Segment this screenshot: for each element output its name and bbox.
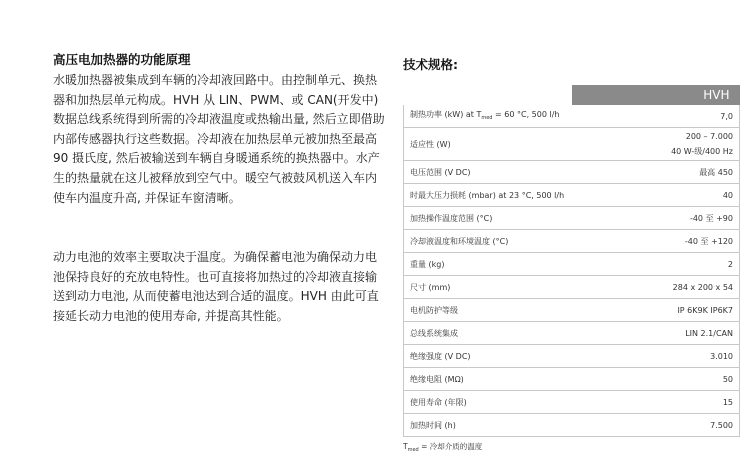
table-row (404, 299, 740, 322)
spec-value: 50 (572, 368, 740, 391)
article-column (53, 51, 385, 327)
table-row (404, 345, 740, 368)
table-row (404, 368, 740, 391)
spec-label: 使用寿命 (年限) (404, 391, 572, 414)
spec-value: 最高 450 (572, 161, 740, 184)
spec-value: IP 6K9K IP6K7 (572, 299, 740, 322)
article-paragraph-1: 水暖加热器被集成到车辆的冷却液回路中。由控制单元、换热器和加热层单元构成。HVH 从 LIN、PWM、或 CAN(开发中)数据总线系统得到所需的冷却液温度或热输出量, 然后立即借助内部传感器执行这些数据。冷却液在加热层单元被加热至最高 90 摄氏度, 然后被输送到车辆自身暖通系统的换热器中。水产生的热量就在这儿被释放到空气中。暖空气被鼓风机送入车内使车内温度升高, 并保证车窗清晰。 (53, 73, 385, 205)
spec-label-part: = 60 °C, 500 l/h (492, 109, 560, 119)
table-row (404, 128, 740, 161)
article-heading: 高压电加热器的功能原理 (53, 52, 191, 67)
spec-value-line: 40 W-级/400 Hz (671, 147, 733, 156)
spec-value (572, 128, 740, 161)
specs-header-row (404, 85, 740, 105)
table-row (404, 414, 740, 437)
spec-label: 尺寸 (mm) (404, 276, 572, 299)
spec-value: 2 (572, 253, 740, 276)
spec-value-line: 200 – 7.000 (685, 132, 733, 141)
table-row (404, 105, 740, 128)
spec-label: 电机防护等级 (404, 299, 572, 322)
spec-value: -40 至 +120 (572, 230, 740, 253)
spec-label: 时最大压力损耗 (mbar) at 23 °C, 500 l/h (404, 184, 572, 207)
table-row (404, 253, 740, 276)
footnote-part: = 冷却介质的温度 (418, 442, 483, 451)
article-paragraph-2: 动力电池的效率主要取决于温度。为确保蓄电池为确保动力电池保持良好的充放电特性。也可直接将加热过的冷却液直接输送到动力电池, 从而使蓄电池达到合适的温度。HVH 由此可直接延长动力电池的使用寿命, 并提高其性能。 (53, 250, 379, 323)
spec-label: 冷却液温度和环境温度 (°C) (404, 230, 572, 253)
specs-model-header: HVH (572, 85, 740, 105)
spec-value: 7,0 (572, 105, 740, 128)
specs-table (403, 85, 740, 437)
specs-title: 技术规格: (403, 57, 458, 72)
spec-label: 绝缘强度 (V DC) (404, 345, 572, 368)
spec-value: -40 至 +90 (572, 207, 740, 230)
spec-label-part: 制热功率 (kW) at T (410, 109, 482, 119)
specs-footnote (403, 441, 740, 456)
table-row (404, 207, 740, 230)
spec-value: 7.500 (572, 414, 740, 437)
spec-value: 3.010 (572, 345, 740, 368)
spec-value: LIN 2.1/CAN (572, 322, 740, 345)
specs-header-blank (404, 85, 572, 105)
footnote-subscript: med (407, 447, 419, 453)
spec-label: 总线系统集成 (404, 322, 572, 345)
spec-label: 适应性 (W) (404, 128, 572, 161)
footnote-part: T (403, 442, 408, 451)
specs-column (403, 57, 740, 456)
spec-value: 40 (572, 184, 740, 207)
spec-value: 15 (572, 391, 740, 414)
spec-label: 加热时间 (h) (404, 414, 572, 437)
table-row (404, 230, 740, 253)
spec-label: 电压范围 (V DC) (404, 161, 572, 184)
spec-label: 加热操作温度范围 (°C) (404, 207, 572, 230)
spec-label-subscript: med (481, 114, 493, 121)
spec-value: 284 x 200 x 54 (572, 276, 740, 299)
table-row (404, 184, 740, 207)
table-row (404, 161, 740, 184)
table-row (404, 322, 740, 345)
table-row (404, 276, 740, 299)
spec-label: 重量 (kg) (404, 253, 572, 276)
table-row (404, 391, 740, 414)
spec-label (404, 105, 572, 128)
spec-label: 绝缘电阻 (MΩ) (404, 368, 572, 391)
